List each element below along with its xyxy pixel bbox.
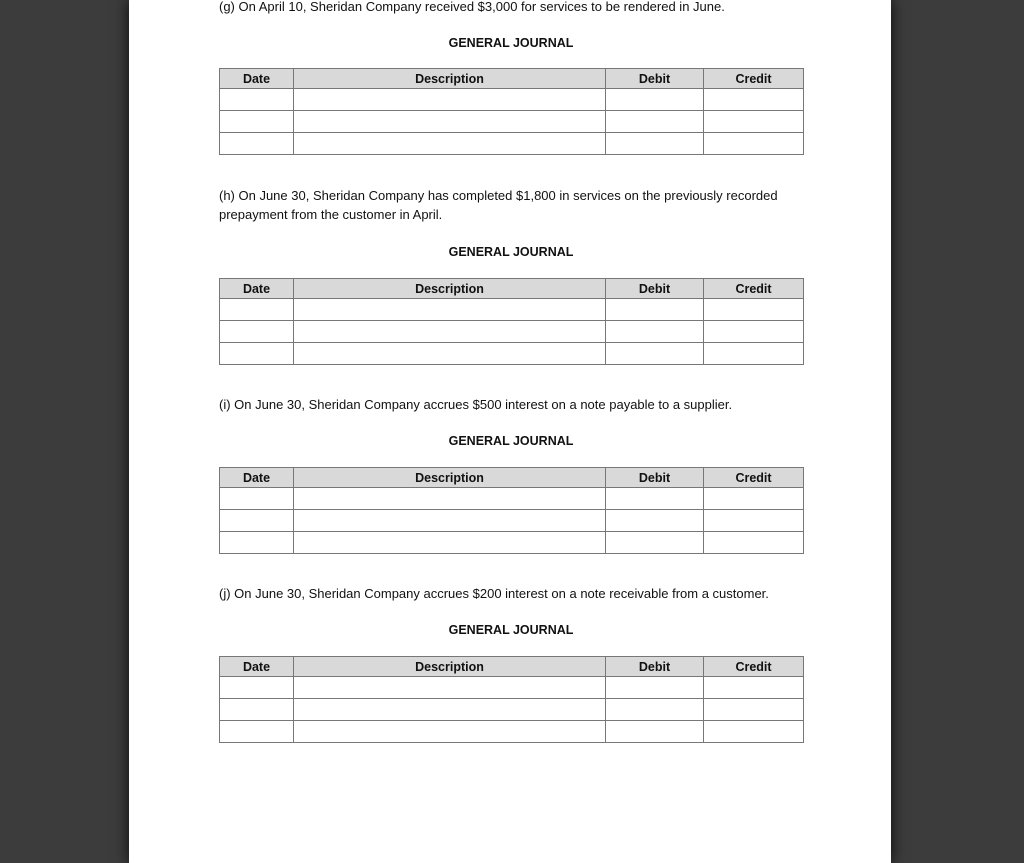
credit-cell[interactable] [704, 343, 804, 365]
journal-header-row [220, 657, 804, 677]
credit-cell[interactable] [704, 89, 804, 111]
debit-header: Debit [606, 279, 704, 299]
description-cell[interactable] [294, 111, 606, 133]
description-header: Description [294, 657, 606, 677]
journal-header-row [220, 69, 804, 89]
date-cell[interactable] [220, 510, 294, 532]
description-cell[interactable] [294, 677, 606, 699]
debit-cell[interactable] [606, 677, 704, 699]
credit-header: Credit [704, 657, 804, 677]
credit-cell[interactable] [704, 111, 804, 133]
credit-cell[interactable] [704, 510, 804, 532]
journal-g-heading: GENERAL JOURNAL [448, 36, 574, 50]
question-h-text: (h) On June 30, Sheridan Company has completed $1,800 in services on the previously recorded prepayment from the customer in April. [219, 188, 778, 222]
credit-cell[interactable] [704, 488, 804, 510]
journal-header-row [220, 279, 804, 299]
credit-cell[interactable] [704, 721, 804, 743]
journal-entry-row [220, 721, 804, 743]
credit-cell[interactable] [704, 699, 804, 721]
date-cell[interactable] [220, 299, 294, 321]
journal-table-i [219, 467, 804, 554]
credit-cell[interactable] [704, 532, 804, 554]
description-cell[interactable] [294, 699, 606, 721]
description-cell[interactable] [294, 488, 606, 510]
debit-cell[interactable] [606, 721, 704, 743]
debit-cell[interactable] [606, 343, 704, 365]
credit-cell[interactable] [704, 321, 804, 343]
credit-header: Credit [704, 279, 804, 299]
journal-entry-row [220, 699, 804, 721]
debit-header: Debit [606, 468, 704, 488]
journal-entry-row [220, 111, 804, 133]
credit-cell[interactable] [704, 133, 804, 155]
journal-entry-row [220, 133, 804, 155]
date-cell[interactable] [220, 133, 294, 155]
credit-cell[interactable] [704, 677, 804, 699]
journal-entry-row [220, 321, 804, 343]
description-header: Description [294, 468, 606, 488]
date-cell[interactable] [220, 321, 294, 343]
journal-table-g [219, 68, 804, 155]
date-header: Date [220, 279, 294, 299]
debit-header: Debit [606, 69, 704, 89]
debit-cell[interactable] [606, 699, 704, 721]
credit-header: Credit [704, 69, 804, 89]
debit-cell[interactable] [606, 532, 704, 554]
journal-j-heading: GENERAL JOURNAL [448, 623, 574, 637]
question-j-text: (j) On June 30, Sheridan Company accrues $200 interest on a note receivable from a customer. [219, 586, 769, 601]
date-header: Date [220, 69, 294, 89]
description-header: Description [294, 69, 606, 89]
debit-cell[interactable] [606, 299, 704, 321]
description-cell[interactable] [294, 510, 606, 532]
date-cell[interactable] [220, 677, 294, 699]
journal-h-heading: GENERAL JOURNAL [448, 245, 574, 259]
date-cell[interactable] [220, 488, 294, 510]
date-cell[interactable] [220, 721, 294, 743]
date-cell[interactable] [220, 532, 294, 554]
description-cell[interactable] [294, 343, 606, 365]
debit-cell[interactable] [606, 321, 704, 343]
date-cell[interactable] [220, 343, 294, 365]
journal-entry-row [220, 532, 804, 554]
description-cell[interactable] [294, 89, 606, 111]
debit-cell[interactable] [606, 89, 704, 111]
description-cell[interactable] [294, 532, 606, 554]
journal-table-h [219, 278, 804, 365]
date-header: Date [220, 468, 294, 488]
description-cell[interactable] [294, 321, 606, 343]
journal-table-j [219, 656, 804, 743]
journal-header-row [220, 468, 804, 488]
date-cell[interactable] [220, 699, 294, 721]
debit-cell[interactable] [606, 111, 704, 133]
journal-entry-row [220, 677, 804, 699]
journal-entry-row [220, 299, 804, 321]
journal-entry-row [220, 510, 804, 532]
debit-cell[interactable] [606, 510, 704, 532]
description-cell[interactable] [294, 721, 606, 743]
debit-cell[interactable] [606, 488, 704, 510]
debit-header: Debit [606, 657, 704, 677]
date-cell[interactable] [220, 89, 294, 111]
journal-entry-row [220, 488, 804, 510]
journal-entry-row [220, 343, 804, 365]
question-g-text: (g) On April 10, Sheridan Company received $3,000 for services to be rendered in June. [219, 0, 725, 14]
description-cell[interactable] [294, 133, 606, 155]
description-header: Description [294, 279, 606, 299]
credit-cell[interactable] [704, 299, 804, 321]
credit-header: Credit [704, 468, 804, 488]
question-i-text: (i) On June 30, Sheridan Company accrues $500 interest on a note payable to a supplier. [219, 397, 733, 412]
journal-entry-row [220, 89, 804, 111]
date-header: Date [220, 657, 294, 677]
date-cell[interactable] [220, 111, 294, 133]
debit-cell[interactable] [606, 133, 704, 155]
journal-i-heading: GENERAL JOURNAL [448, 434, 574, 448]
description-cell[interactable] [294, 299, 606, 321]
